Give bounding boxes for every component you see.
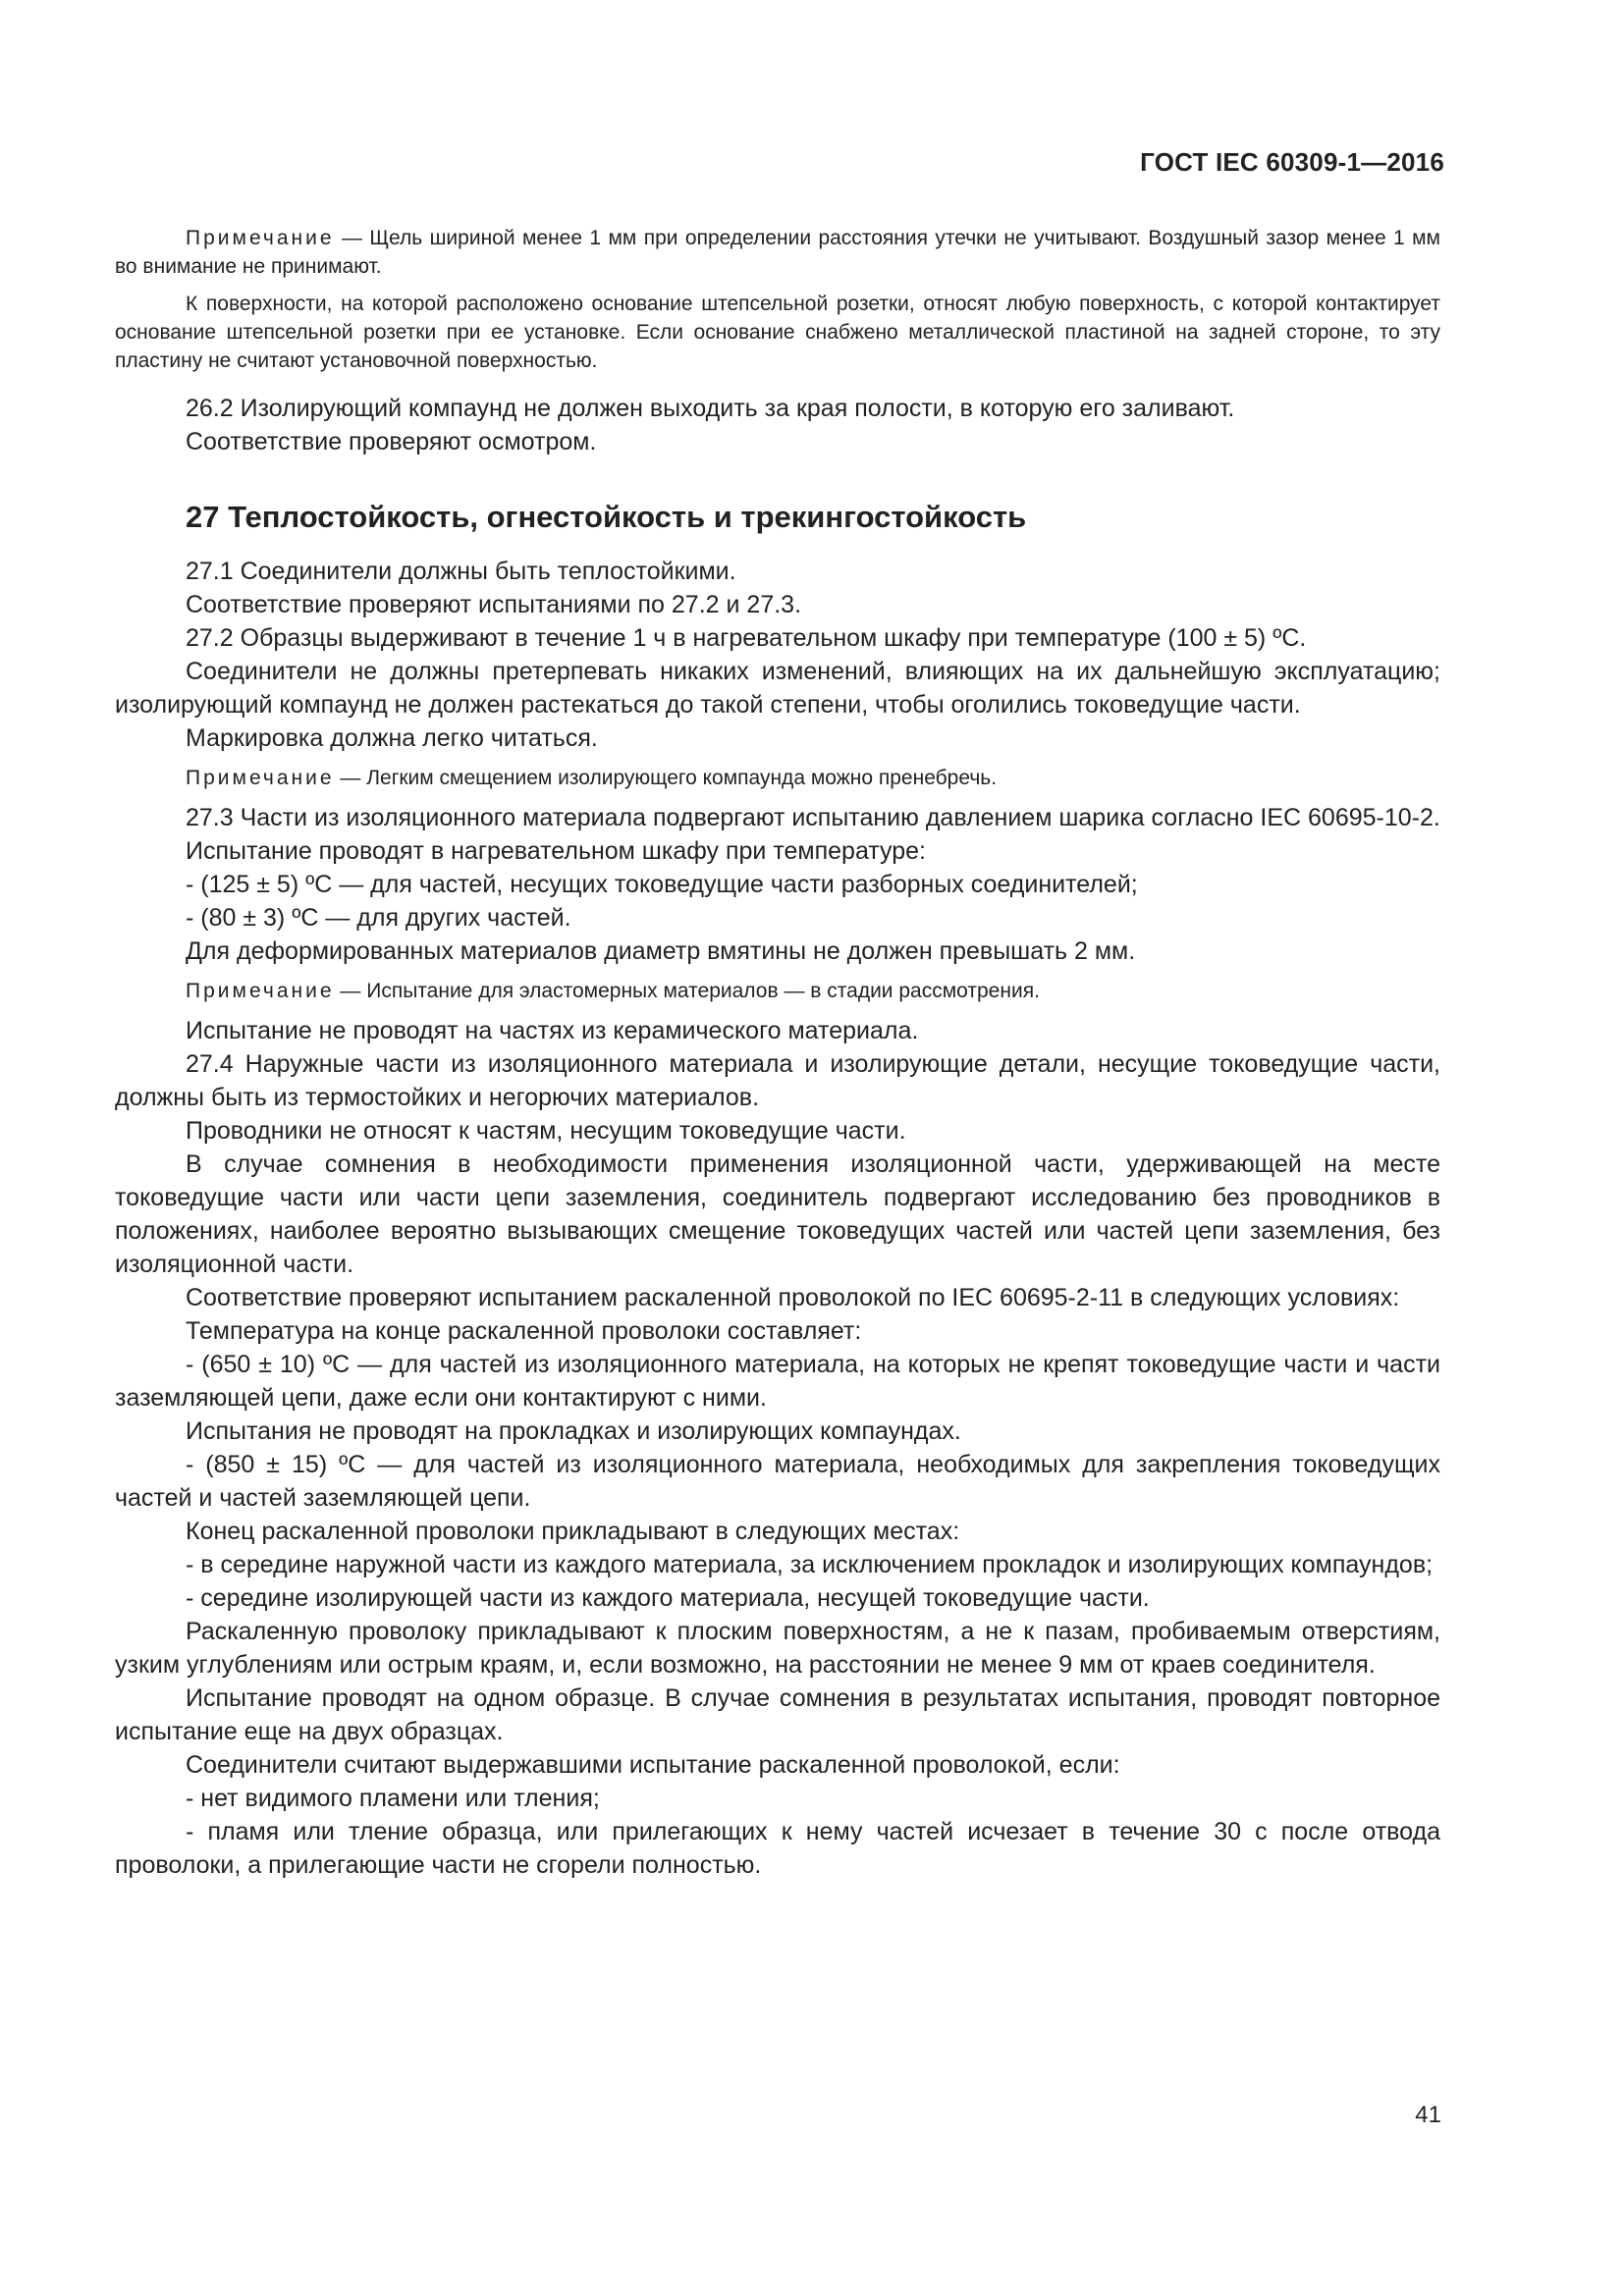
note-2 — [115, 764, 1440, 792]
paragraph-27-2-b: Соединители не должны претерпевать никаких изменений, влияющих на их дальнейшую эксплуатацию; изолирующий компаунд не должен растекаться до такой степени, чтобы оголились токоведущие части. — [115, 658, 1440, 719]
note-3 — [115, 977, 1440, 1005]
paragraph-27-1: 27.1 Соединители должны быть теплостойкими. — [186, 558, 736, 585]
list-item-27-3-1: - (125 ± 5) ºС — для частей, несущих токоведущие части разборных соединителей; — [186, 871, 1138, 898]
paragraph-27-4-d: Соответствие проверяют испытанием раскаленной проволокой по IEC 60695-2-11 в следующих условиях: — [186, 1284, 1400, 1311]
list-item-27-4-1: - (650 ± 10) ºС — для частей из изоляционного материала, на которых не крепят токоведущие части и части заземляющей цепи, даже если они контактируют с ними. — [115, 1351, 1440, 1412]
note-1-continuation: К поверхности, на которой расположено основание штепсельной розетки, относят любую поверхность, с которой контактирует основание штепсельной розетки при ее установке. Если основание снабжено металлической пластиной на задней стороне, то эту пластину не считают установочной поверхностью. — [115, 293, 1440, 372]
section-27-title: 27 Теплостойкость, огнестойкость и трекингостойкость — [186, 500, 1027, 534]
paragraph-26-2: 26.2 Изолирующий компаунд не должен выходить за края полости, в которую его заливают. — [186, 395, 1235, 422]
list-item-27-4-6: - пламя или тление образца, или прилегающих к нему частей исчезает в течение 30 с после отвода проволоки, а прилегающие части не сгорели полностью. — [115, 1818, 1440, 1879]
page-content — [115, 224, 1440, 1882]
list-item-27-4-2: - (850 ± 15) ºС — для частей из изоляционного материала, необходимых для закрепления токоведущих частей и частей заземляющей цепи. — [115, 1451, 1440, 1512]
list-item-27-4-3: - в середине наружной части из каждого материала, за исключением прокладок и изолирующих компаундов; — [186, 1551, 1434, 1578]
paragraph-27-3: 27.3 Части из изоляционного материала подвергают испытанию давлением шарика согласно IEC 60695-10-2. — [186, 804, 1440, 831]
paragraph-27-1-check: Соответствие проверяют испытаниями по 27.2 и 27.3. — [186, 591, 802, 618]
note-1-text: — Щель шириной менее 1 мм при определении расстояния утечки не учитывают. Воздушный зазор менее 1 мм во внимание не принимают. — [115, 227, 1440, 278]
paragraph-27-4: 27.4 Наружные части из изоляционного материала и изолирующие детали, несущие токоведущие части, должны быть из термостойких и негорючих материалов. — [115, 1050, 1440, 1111]
paragraph-26-2-check: Соответствие проверяют осмотром. — [186, 428, 597, 455]
list-item-27-4-4: - середине изолирующей части из каждого материала, несущей токоведущие части. — [186, 1584, 1150, 1612]
list-item-27-4-5: - нет видимого пламени или тления; — [186, 1785, 600, 1812]
page-number: 41 — [1415, 2102, 1441, 2128]
paragraph-27-4-f: Испытания не проводят на прокладках и изолирующих компаундах. — [186, 1417, 961, 1445]
paragraph-27-4-i: Испытание проводят на одном образце. В случае сомнения в результатах испытания, проводят повторное испытание еще на двух образцах. — [115, 1684, 1440, 1745]
paragraph-27-3-b: Испытание проводят в нагревательном шкафу при температуре: — [186, 837, 927, 865]
paragraph-27-4-h: Раскаленную проволоку прикладывают к плоским поверхностям, а не к пазам, пробиваемым отверстиям, узким углублениям или острым краям, и, если возможно, на расстоянии не менее 9 мм от краев соединителя. — [115, 1618, 1440, 1679]
list-item-27-3-2: - (80 ± 3) ºС — для других частей. — [186, 904, 571, 932]
paragraph-27-2: 27.2 Образцы выдерживают в течение 1 ч в нагревательном шкафу при температуре (100 ± 5) ºС. — [186, 624, 1307, 652]
note-1 — [115, 224, 1440, 281]
paragraph-27-3-d: Испытание не проводят на частях из керамического материала. — [186, 1017, 919, 1044]
note-label: Примечание — [186, 227, 335, 249]
paragraph-27-4-e: Температура на конце раскаленной проволоки составляет: — [186, 1317, 862, 1345]
paragraph-27-4-j: Соединители считают выдержавшими испытание раскаленной проволокой, если: — [186, 1751, 1120, 1779]
paragraph-27-4-g: Конец раскаленной проволоки прикладывают в следующих местах: — [186, 1518, 960, 1545]
note-2-text: — Легким смещением изолирующего компаунда можно пренебречь. — [334, 767, 998, 789]
note-3-text: — Испытание для эластомерных материалов — в стадии рассмотрения. — [334, 980, 1040, 1002]
note-label: Примечание — [186, 767, 335, 789]
paragraph-27-4-b: Проводники не относят к частям, несущим токоведущие части. — [186, 1117, 906, 1145]
standard-header: ГОСТ IEC 60309-1—2016 — [1140, 147, 1444, 177]
paragraph-27-4-c: В случае сомнения в необходимости применения изоляционной части, удерживающей на месте токоведущие части или части цепи заземления, соединитель подвергают исследованию без проводников в положениях, наиболее вероятно вызывающих смещение токоведущих частей или частей цепи заземления, без изоляционной части. — [115, 1150, 1440, 1278]
note-label: Примечание — [186, 980, 335, 1002]
paragraph-27-2-c: Маркировка должна легко читаться. — [186, 724, 598, 752]
paragraph-27-3-c: Для деформированных материалов диаметр вмятины не должен превышать 2 мм. — [186, 937, 1136, 965]
